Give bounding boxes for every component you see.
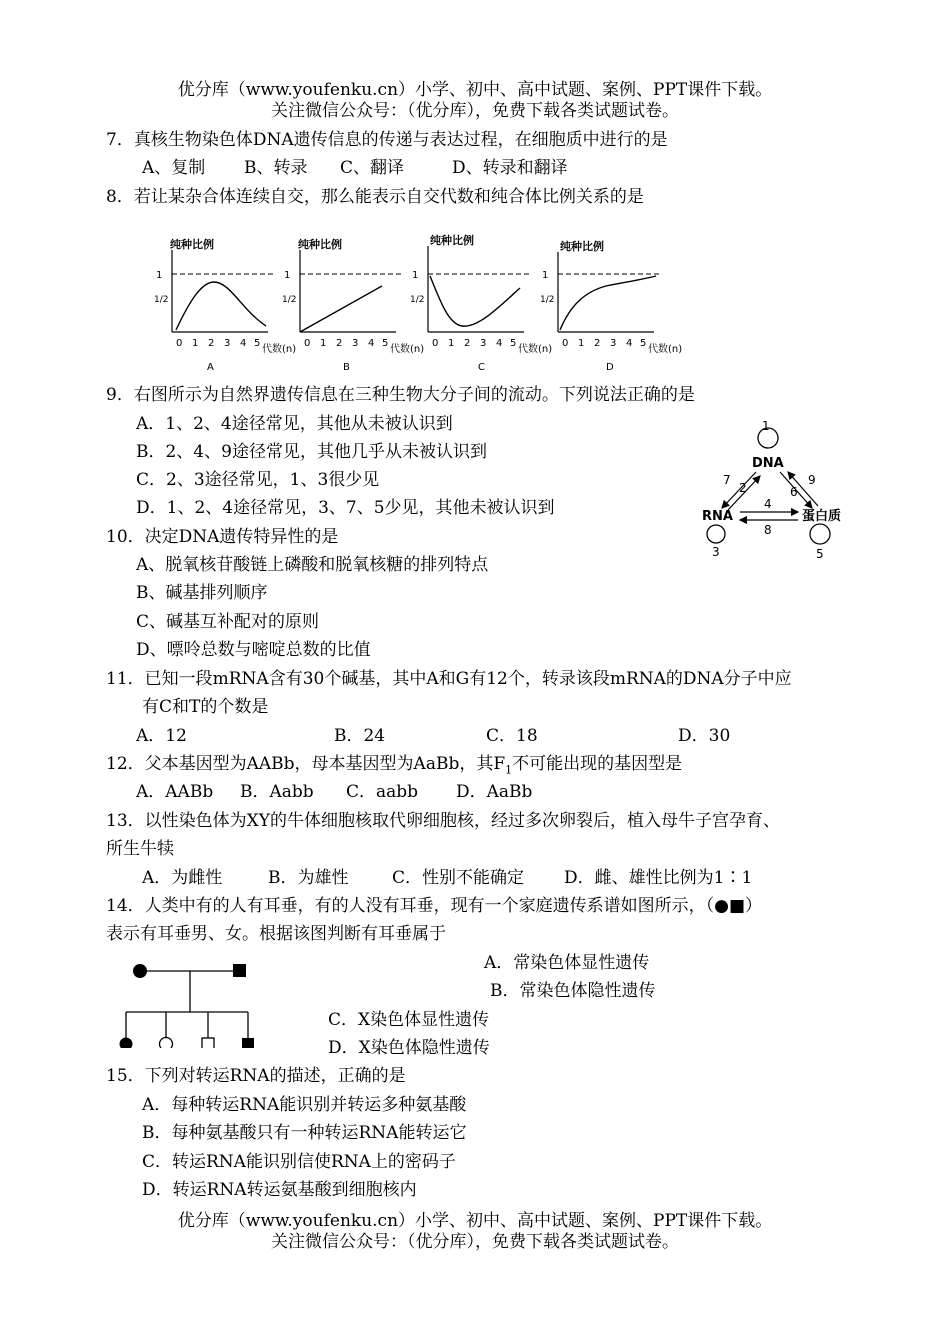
q14-option-c: C．X染色体显性遗传: [328, 1010, 490, 1030]
q9-option-c: C．2、3途径常见，1、3很少见: [136, 470, 380, 490]
q7-option-d: D、转录和翻译: [452, 158, 568, 178]
q7-option-b: B、转录: [244, 158, 308, 178]
child-affected-square-icon: [242, 1038, 254, 1048]
mother-affected-icon: [233, 964, 246, 977]
q13-option-c: C．性别不能确定: [392, 868, 525, 888]
svg-text:2: 2: [464, 338, 471, 349]
node-rna: RNA: [702, 509, 733, 524]
q15-option-b: B．每种氨基酸只有一种转运RNA能转运它: [142, 1123, 467, 1143]
q12-subscript: 1: [505, 763, 513, 777]
svg-text:9: 9: [808, 473, 816, 487]
q7-option-c: C、翻译: [340, 158, 405, 178]
svg-text:纯种比例: 纯种比例: [298, 238, 342, 251]
y-tick-half: 1/2: [154, 295, 169, 305]
father-affected-icon: [133, 964, 147, 978]
graph-panel-b: [282, 237, 424, 373]
q7-option-a: A、复制: [142, 158, 206, 178]
child-unaffected-circle-icon: [160, 1038, 173, 1049]
graph-xlabel: 代数(n): [262, 344, 297, 355]
svg-text:代数(n): 代数(n): [648, 344, 683, 355]
q12-option-d: D．AaBb: [456, 782, 533, 802]
svg-text:5: 5: [640, 338, 647, 349]
q15-option-c: C．转运RNA能识别信使RNA上的密码子: [142, 1152, 456, 1172]
svg-text:0: 0: [432, 338, 439, 349]
svg-text:4: 4: [368, 338, 375, 349]
q8-graphs: [150, 230, 710, 378]
q11-option-a: A．12: [136, 726, 187, 746]
svg-text:4: 4: [626, 338, 633, 349]
q9-option-b: B．2、4、9途径常见，其他几乎从未被认识到: [136, 442, 487, 462]
svg-text:1: 1: [762, 419, 770, 433]
svg-text:8: 8: [764, 523, 772, 537]
svg-text:代数(n): 代数(n): [390, 344, 425, 355]
svg-text:1: 1: [578, 338, 585, 349]
graph-panel-c: [410, 233, 555, 373]
q11-stem-2: 有C和T的个数是: [142, 697, 269, 717]
q11-option-c: C．18: [486, 726, 538, 746]
q15-option-a: A．每种转运RNA能识别并转运多种氨基酸: [142, 1095, 467, 1115]
footer-line-2: 关注微信公众号：（优分库），免费下载各类试题试卷。: [271, 1232, 679, 1252]
svg-text:0: 0: [562, 338, 569, 349]
node-dna: DNA: [752, 456, 784, 471]
svg-text:2: 2: [594, 338, 601, 349]
svg-text:4: 4: [496, 338, 503, 349]
q10-option-b: B、碱基排列顺序: [136, 583, 268, 603]
svg-text:5: 5: [254, 338, 261, 349]
q15-option-d: D．转运RNA转运氨基酸到细胞核内: [142, 1180, 417, 1200]
svg-text:1/2: 1/2: [540, 295, 555, 305]
pedigree-chart: [116, 962, 266, 1048]
svg-text:5: 5: [510, 338, 517, 349]
svg-text:1: 1: [192, 338, 199, 349]
q14-option-d: D．X染色体隐性遗传: [328, 1038, 490, 1058]
graph-panel-d: [540, 239, 682, 373]
svg-text:2: 2: [336, 338, 343, 349]
panel-label-d: D: [606, 362, 614, 373]
svg-text:4: 4: [240, 338, 247, 349]
q14-stem-1: 14．人类中有的人有耳垂，有的人没有耳垂，现有一个家庭遗传系谱如图所示，（●■）: [106, 896, 763, 916]
panel-label-b: B: [343, 362, 350, 373]
header-line-1: 优分库（www.youfenku.cn）小学、初中、高中试题、案例、PPT课件下载。: [177, 80, 773, 100]
q14-option-a: A．常染色体显性遗传: [484, 953, 650, 973]
graph-ylabel: 纯种比例: [170, 238, 214, 251]
q12-option-b: B．Aabb: [240, 782, 314, 802]
header-line-2: 关注微信公众号：（优分库），免费下载各类试题试卷。: [271, 101, 679, 121]
svg-text:1: 1: [284, 270, 291, 281]
svg-text:3: 3: [610, 338, 617, 349]
q13-option-d: D．雌、雄性比例为1∶1: [564, 868, 753, 888]
q11-option-d: D．30: [678, 726, 731, 746]
q13-option-b: B．为雄性: [268, 868, 349, 888]
child-unaffected-square-icon: [202, 1038, 214, 1048]
svg-text:3: 3: [480, 338, 487, 349]
svg-text:3: 3: [224, 338, 231, 349]
q12-option-c: C．aabb: [346, 782, 419, 802]
svg-text:3: 3: [712, 545, 720, 559]
svg-text:1: 1: [412, 270, 419, 281]
child-affected-circle-icon: [120, 1038, 133, 1049]
svg-text:1: 1: [448, 338, 455, 349]
q13-option-a: A．为雌性: [142, 868, 223, 888]
graph-panel-a: [154, 237, 296, 373]
svg-text:0: 0: [304, 338, 311, 349]
dna-rna-protein-diagram: [698, 410, 868, 570]
svg-text:2: 2: [739, 481, 747, 495]
y-tick-1: 1: [156, 270, 163, 281]
q12-stem: 12．父本基因型为AABb，母本基因型为AaBb，其$F_1$不可能出现的基因型是: [106, 754, 683, 777]
q12-option-a: A．AABb: [136, 782, 214, 802]
svg-text:7: 7: [723, 473, 731, 487]
q9-stem: 9．右图所示为自然界遗传信息在三种生物大分子间的流动。下列说法正确的是: [106, 385, 695, 405]
svg-text:1: 1: [542, 270, 549, 281]
node-protein: 蛋白质: [802, 509, 842, 524]
q11-stem-1: 11．已知一段mRNA含有30个碱基，其中A和G有12个，转录该段mRNA的DNA分子中应: [106, 669, 792, 689]
q10-stem: 10．决定DNA遗传特异性的是: [106, 527, 339, 547]
q14-option-b: B．常染色体隐性遗传: [490, 981, 656, 1001]
q10-option-a: A、脱氧核苷酸链上磷酸和脱氧核糖的排列特点: [136, 555, 489, 575]
q8-stem: 8．若让某杂合体连续自交，那么能表示自交代数和纯合体比例关系的是: [106, 187, 644, 207]
panel-label-c: C: [478, 362, 485, 373]
svg-text:2: 2: [208, 338, 215, 349]
q7-stem: 7．真核生物染色体DNA遗传信息的传递与表达过程，在细胞质中进行的是: [106, 130, 668, 150]
svg-text:代数(n): 代数(n): [518, 344, 553, 355]
panel-label-a: A: [207, 362, 214, 373]
q14-stem-2: 表示有耳垂男、女。根据该图判断有耳垂属于: [106, 924, 446, 944]
svg-text:1/2: 1/2: [410, 295, 425, 305]
svg-text:0: 0: [176, 338, 183, 349]
svg-text:1/2: 1/2: [282, 295, 297, 305]
q13-stem-2: 所生牛犊: [106, 839, 174, 859]
q10-option-c: C、碱基互补配对的原则: [136, 612, 320, 632]
svg-text:4: 4: [764, 497, 772, 511]
svg-text:1: 1: [320, 338, 327, 349]
svg-text:5: 5: [382, 338, 389, 349]
svg-text:6: 6: [790, 485, 798, 499]
svg-text:纯种比例: 纯种比例: [430, 234, 474, 247]
q13-stem-1: 13．以性染色体为XY的牛体细胞核取代卵细胞核，经过多次卵裂后，植入母牛子宫孕育、: [106, 811, 780, 831]
svg-text:5: 5: [816, 547, 824, 561]
footer-line-1: 优分库（www.youfenku.cn）小学、初中、高中试题、案例、PPT课件下载。: [177, 1211, 773, 1231]
svg-text:3: 3: [352, 338, 359, 349]
q10-option-d: D、嘌呤总数与嘧啶总数的比值: [136, 640, 371, 660]
q9-option-d: D．1、2、4途径常见，3、7、5少见，其他未被认识到: [136, 498, 555, 518]
svg-text:纯种比例: 纯种比例: [560, 240, 604, 253]
q15-stem: 15．下列对转运RNA的描述，正确的是: [106, 1066, 406, 1086]
q9-option-a: A．1、2、4途径常见，其他从未被认识到: [136, 414, 453, 434]
q11-option-b: B．24: [334, 726, 386, 746]
